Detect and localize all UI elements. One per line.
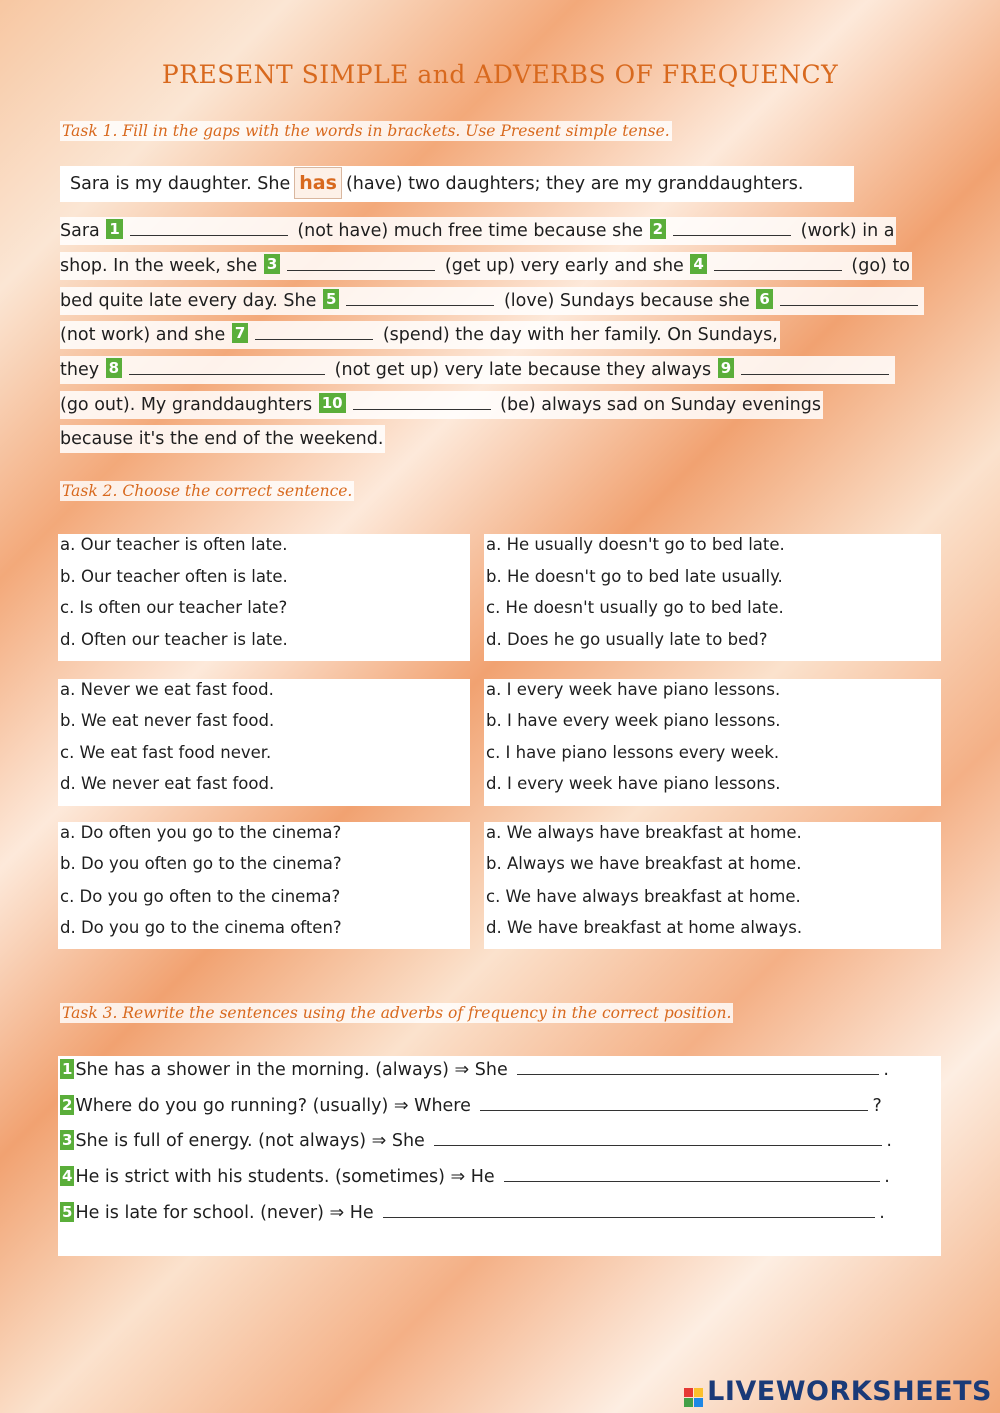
task2-instruction: Task 2. Choose the correct sentence. [62,482,353,500]
option-a[interactable]: a. He usually doesn't go to bed late. [486,535,785,554]
logo-square [694,1388,703,1397]
option-b[interactable]: b. Our teacher often is late. [60,567,288,586]
option-c[interactable]: c. He doesn't usually go to bed late. [486,598,784,617]
item-number: 3 [62,1131,73,1149]
text: because it's the end of the weekend. [60,429,384,449]
rewrite-2-input[interactable] [480,1092,868,1111]
option-a[interactable]: a. Our teacher is often late. [60,535,288,554]
text: (not work) and she [60,325,226,345]
text: (go out). My granddaughters [60,395,313,415]
task1-instruction: Task 1. Fill in the gaps with the words in brackets. Use Present simple tense. [62,122,670,140]
gap-1-input[interactable] [130,217,288,236]
liveworksheets-logo[interactable] [684,1376,992,1407]
option-d[interactable]: d. Does he go usually late to bed? [486,630,768,649]
option-b[interactable]: b. We eat never fast food. [60,711,275,730]
page-title: PRESENT SIMPLE and ADVERBS OF FREQUENCY [161,60,839,89]
rewrite-1-input[interactable] [517,1056,879,1075]
option-c[interactable]: c. We eat fast food never. [60,743,272,762]
gap-6-input[interactable] [780,287,918,306]
option-c[interactable]: c. I have piano lessons every week. [486,743,780,762]
item-text: Where do you go running? (usually) ⇒ Where [75,1096,471,1116]
text: (go) to [851,256,911,276]
rewrite-item-2 [60,1092,882,1118]
logo-text: LIVEWORKSHEETS [707,1376,992,1407]
task1-line-4 [60,321,780,349]
item-text: He is late for school. (never) ⇒ He [75,1203,374,1223]
task1-line-2 [60,252,912,280]
option-b[interactable]: b. He doesn't go to bed late usually. [486,567,783,586]
rewrite-5-input[interactable] [383,1199,875,1218]
task3-box [58,1056,941,1256]
item-number: 4 [62,1167,73,1185]
option-c[interactable]: c. Is often our teacher late? [60,598,288,617]
rewrite-4-input[interactable] [504,1163,880,1182]
logo-square [694,1398,703,1407]
option-b[interactable]: b. Do you often go to the cinema? [60,854,342,873]
gap-number: 10 [319,393,346,413]
punct: ? [872,1096,882,1116]
text: (work) in a [800,221,895,241]
gap-number: 1 [106,219,122,239]
rewrite-item-4 [60,1163,890,1189]
question-4-options [484,679,941,806]
punct: . [886,1131,892,1151]
gap-number: 8 [106,358,122,378]
option-a[interactable]: a. Never we eat fast food. [60,680,274,699]
logo-icon [684,1388,703,1407]
text: shop. In the week, she [60,256,258,276]
option-d[interactable]: d. Do you go to the cinema often? [60,918,342,937]
gap-number: 2 [650,219,666,239]
example-sentence [60,166,854,202]
task1-line-1 [60,217,896,245]
text: (not have) much free time because she [297,221,644,241]
rewrite-item-1 [60,1056,889,1082]
option-d[interactable]: d. I every week have piano lessons. [486,774,781,793]
item-text: He is strict with his students. (sometimes) ⇒ He [75,1167,495,1187]
question-5-options [58,822,470,949]
option-b[interactable]: b. I have every week piano lessons. [486,711,781,730]
gap-number: 9 [718,358,734,378]
gap-number: 4 [690,254,706,274]
task1-line-3 [60,287,924,315]
punct: . [884,1167,890,1187]
punct: . [883,1060,889,1080]
gap-3-input[interactable] [287,252,435,271]
task1-line-7 [60,425,385,453]
question-3-options [58,679,470,806]
item-number: 1 [62,1060,73,1078]
example-before: Sara is my daughter. She [70,174,291,194]
text: they [60,360,100,380]
task1-line-5 [60,356,895,384]
gap-5-input[interactable] [346,287,494,306]
option-c[interactable]: c. We have always breakfast at home. [486,887,801,906]
text: bed quite late every day. She [60,291,317,311]
example-answer: has [294,167,342,199]
gap-9-input[interactable] [741,356,889,375]
task3-instruction: Task 3. Rewrite the sentences using the adverbs of frequency in the correct position. [62,1004,732,1022]
question-1-options [58,534,470,661]
gap-number: 5 [323,289,339,309]
option-b[interactable]: b. Always we have breakfast at home. [486,854,802,873]
item-number: 2 [62,1096,73,1114]
gap-4-input[interactable] [714,252,842,271]
question-6-options [484,822,941,949]
punct: . [879,1203,885,1223]
text: (not get up) very late because they always [334,360,712,380]
gap-number: 3 [264,254,280,274]
gap-10-input[interactable] [353,391,491,410]
item-text: She has a shower in the morning. (always) ⇒ She [75,1060,508,1080]
gap-2-input[interactable] [673,217,791,236]
text: (be) always sad on Sunday evenings [500,395,821,415]
logo-square [684,1388,693,1397]
rewrite-item-3 [60,1127,892,1153]
text: (get up) very early and she [444,256,684,276]
logo-square [684,1398,693,1407]
example-after: (have) two daughters; they are my granddaughters. [345,174,804,194]
option-d[interactable]: d. We never eat fast food. [60,774,275,793]
gap-7-input[interactable] [255,321,373,340]
text: Sara [60,221,100,241]
option-d[interactable]: d. Often our teacher is late. [60,630,288,649]
item-text: She is full of energy. (not always) ⇒ She [75,1131,425,1151]
text: (love) Sundays because she [503,291,750,311]
rewrite-item-5 [60,1199,885,1225]
text: (spend) the day with her family. On Sundays, [382,325,778,345]
gap-number: 6 [756,289,772,309]
option-c[interactable]: c. Do you go often to the cinema? [60,887,341,906]
gap-8-input[interactable] [129,356,325,375]
option-d[interactable]: d. We have breakfast at home always. [486,918,803,937]
option-a[interactable]: a. We always have breakfast at home. [486,823,802,842]
gap-number: 7 [232,323,248,343]
option-a[interactable]: a. Do often you go to the cinema? [60,823,342,842]
item-number: 5 [62,1203,73,1221]
question-2-options [484,534,941,661]
rewrite-3-input[interactable] [434,1127,882,1146]
task1-line-6 [60,391,823,419]
option-a[interactable]: a. I every week have piano lessons. [486,680,781,699]
